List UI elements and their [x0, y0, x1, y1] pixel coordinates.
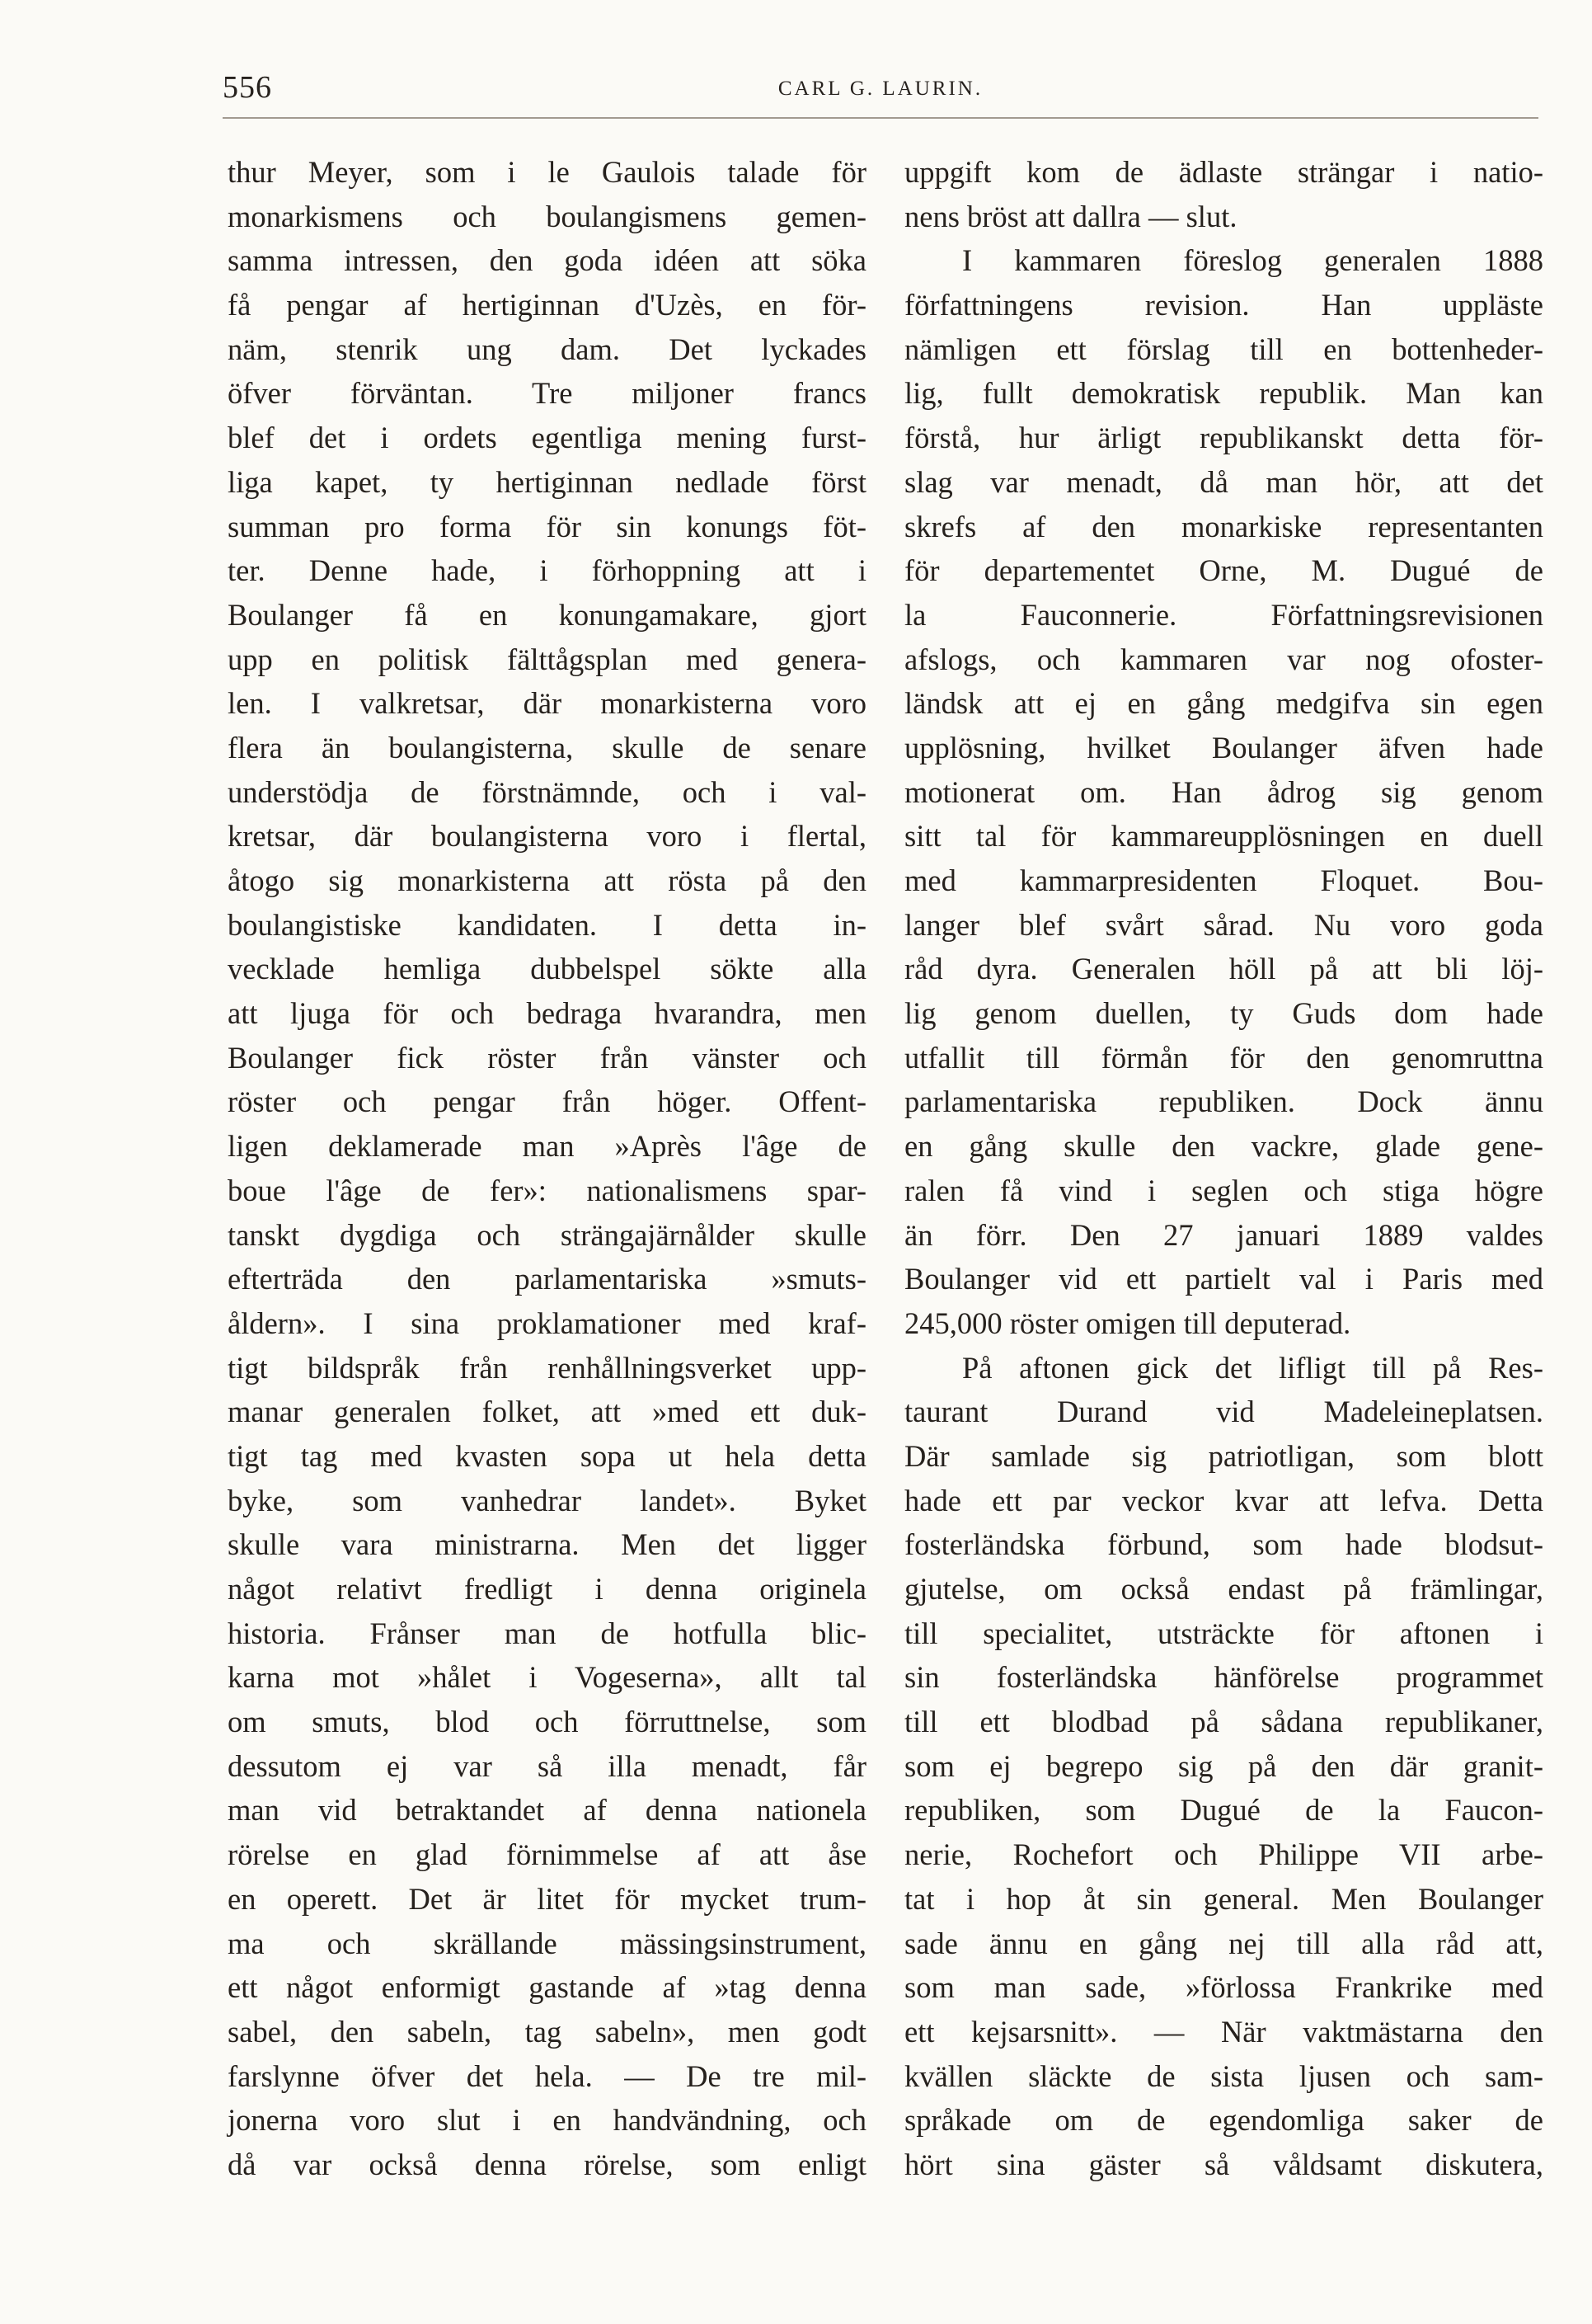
text-line: sade ännu en gång nej till alla råd att, — [904, 1926, 1543, 1960]
text-line: nerie, Rochefort och Philippe VII arbe- — [904, 1837, 1543, 1872]
text-line: la Fauconnerie. Författningsrevisionen — [904, 597, 1543, 632]
text-line: På aftonen gick det lifligt till på Res- — [962, 1350, 1543, 1385]
text-line: farslynne öfver det hela. — De tre mil- — [228, 2058, 866, 2093]
text-line: en operett. Det är litet för mycket trum- — [228, 1881, 866, 1916]
text-line: skrefs af den monarkiske representanten — [904, 509, 1543, 543]
text-line: boulangistiske kandidaten. I detta in- — [228, 907, 866, 942]
text-line: I kammaren föreslog generalen 1888 — [962, 243, 1543, 278]
text-line: Boulanger fick röster från vänster och — [228, 1040, 866, 1075]
text-line: flera än boulangisterna, skulle de senare — [228, 730, 866, 764]
text-line: utfallit till förmån för den genomruttna — [904, 1040, 1543, 1075]
text-line: summan pro forma för sin konungs föt- — [228, 509, 866, 543]
text-line: ralen få vind i seglen och stiga högre — [904, 1173, 1543, 1207]
text-line: för departementet Orne, M. Dugué de — [904, 553, 1543, 588]
text-line: ett kejsarsnitt». — När vaktmästarna den — [904, 2014, 1543, 2049]
text-line: ma och skrällande mässingsinstrument, — [228, 1926, 866, 1960]
text-line: afslogs, och kammaren var nog ofoster- — [904, 642, 1543, 676]
text-line: skulle vara ministrarna. Men det ligger — [228, 1527, 866, 1562]
text-line: lig, fullt demokratisk republik. Man kan — [904, 376, 1543, 411]
text-line: en gång skulle den vackre, glade gene- — [904, 1129, 1543, 1164]
text-line: sabel, den sabeln, tag sabeln», men godt — [228, 2014, 866, 2049]
text-line: tanskt dygdiga och strängajärnålder skulle — [228, 1217, 866, 1252]
text-line: få pengar af hertiginnan d'Uzès, en för- — [228, 288, 866, 322]
text-line: len. I valkretsar, där monarkisterna voro — [228, 686, 866, 721]
text-line: uppgift kom de ädlaste strängar i natio- — [904, 155, 1543, 189]
text-line: upp en politisk fälttågsplan med genera- — [228, 642, 866, 676]
text-line: fosterländska förbund, som hade blodsut- — [904, 1527, 1543, 1562]
text-line: jonerna voro slut i en handvändning, och — [228, 2103, 866, 2138]
text-line: samma intressen, den goda idéen att söka — [228, 243, 866, 278]
page-header — [223, 59, 1538, 119]
text-line: om smuts, blod och förruttnelse, som — [228, 1705, 866, 1739]
text-line: Boulanger vid ett partielt val i Paris med — [904, 1262, 1543, 1296]
text-line: åtogo sig monarkisterna att rösta på den — [228, 863, 866, 897]
text-line: slag var menadt, då man hör, att det — [904, 464, 1543, 499]
text-line: till ett blodbad på sådana republikaner, — [904, 1705, 1543, 1739]
text-line: dessutom ej var så illa menadt, får — [228, 1748, 866, 1783]
text-line: understödja de förstnämnde, och i val- — [228, 774, 866, 809]
text-line: sitt tal för kammareupplösningen en duell — [904, 819, 1543, 854]
text-line: ett något enformigt gastande af »tag denna — [228, 1970, 866, 2005]
text-line: ligen deklamerade man »Après l'âge de — [228, 1129, 866, 1164]
text-line: efterträda den parlamentariska »smuts- — [228, 1262, 866, 1296]
text-line: öfver förväntan. Tre miljoner francs — [228, 376, 866, 411]
text-line: sin fosterländska hänförelse programmet — [904, 1660, 1543, 1695]
text-line: langer blef svårt sårad. Nu voro goda — [904, 907, 1543, 942]
text-line: som man sade, »förlossa Frankrike med — [904, 1970, 1543, 2005]
text-line: som ej begrepo sig på den där granit- — [904, 1748, 1543, 1783]
text-line: monarkismens och boulangismens gemen- — [228, 199, 866, 233]
text-line: rörelse en glad förnimmelse af att åse — [228, 1837, 866, 1872]
text-line: boue l'âge de fer»: nationalismens spar- — [228, 1173, 866, 1207]
text-line: 245,000 röster omigen till deputerad. — [904, 1305, 1351, 1340]
text-line: vecklade hemliga dubbelspel sökte alla — [228, 952, 866, 986]
text-line: än förr. Den 27 januari 1889 valdes — [904, 1217, 1543, 1252]
text-line: Boulanger få en konungamakare, gjort — [228, 597, 866, 632]
text-line: ter. Denne hade, i förhoppning att i — [228, 553, 866, 588]
text-line: parlamentariska republiken. Dock ännu — [904, 1084, 1543, 1119]
text-line: åldern». I sina proklamationer med kraf- — [228, 1305, 866, 1340]
text-line: gjutelse, om också endast på främlingar, — [904, 1572, 1543, 1606]
text-line: språkade om de egendomliga saker de — [904, 2103, 1543, 2138]
right-column — [904, 150, 1543, 2187]
text-line: tigt bildspråk från renhållningsverket upp- — [228, 1350, 866, 1385]
text-line: taurant Durand vid Madeleineplatsen. — [904, 1395, 1543, 1429]
text-line: tat i hop åt sin general. Men Boulanger — [904, 1881, 1543, 1916]
text-line: ländsk att ej en gång medgifva sin egen — [904, 686, 1543, 721]
text-line: tigt tag med kvasten sopa ut hela detta — [228, 1438, 866, 1473]
running-head: CARL G. LAURIN. — [777, 78, 984, 100]
text-line: thur Meyer, som i le Gaulois talade för — [228, 155, 866, 189]
text-line: näm, stenrik ung dam. Det lyckades — [228, 332, 866, 366]
text-line: råd dyra. Generalen höll på att bli löj- — [904, 952, 1543, 986]
text-line: hört sina gäster så våldsamt diskutera, — [904, 2147, 1543, 2181]
text-line: manar generalen folket, att »med ett duk- — [228, 1395, 866, 1429]
text-line: till specialitet, utsträckte för aftonen i — [904, 1616, 1543, 1650]
text-line: blef det i ordets egentliga mening furst- — [228, 421, 866, 455]
text-line: karna mot »hålet i Vogeserna», allt tal — [228, 1660, 866, 1695]
text-line: byke, som vanhedrar landet». Byket — [228, 1483, 866, 1517]
text-line: röster och pengar från höger. Offent- — [228, 1084, 866, 1119]
text-line: upplösning, hvilket Boulanger äfven hade — [904, 730, 1543, 764]
text-line: med kammarpresidenten Floquet. Bou- — [904, 863, 1543, 897]
text-line: republiken, som Dugué de la Faucon- — [904, 1793, 1543, 1828]
page-number: 556 — [223, 70, 272, 105]
text-line: då var också denna rörelse, som enligt — [228, 2147, 866, 2181]
text-line: kretsar, där boulangisterna voro i flertal, — [228, 819, 866, 854]
text-line: kvällen släckte de sista ljusen och sam- — [904, 2058, 1543, 2093]
text-line: liga kapet, ty hertiginnan nedlade först — [228, 464, 866, 499]
text-line: Där samlade sig patriotligan, som blott — [904, 1438, 1543, 1473]
text-line: motionerat om. Han ådrog sig genom — [904, 774, 1543, 809]
text-line: hade ett par veckor kvar att lefva. Detta — [904, 1483, 1543, 1517]
text-line: historia. Frånser man de hotfulla blic- — [228, 1616, 866, 1650]
text-line: nämligen ett förslag till en bottenheder- — [904, 332, 1543, 366]
text-line: lig genom duellen, ty Guds dom hade — [904, 996, 1543, 1031]
text-line: man vid betraktandet af denna nationela — [228, 1793, 866, 1828]
text-line: att ljuga för och bedraga hvarandra, men — [228, 996, 866, 1031]
left-column — [228, 150, 866, 2187]
text-line: något relativt fredligt i denna originela — [228, 1572, 866, 1606]
text-line: författningens revision. Han uppläste — [904, 288, 1543, 322]
text-line: nens bröst att dallra — slut. — [904, 199, 1237, 233]
text-line: förstå, hur ärligt republikanskt detta för- — [904, 421, 1543, 455]
